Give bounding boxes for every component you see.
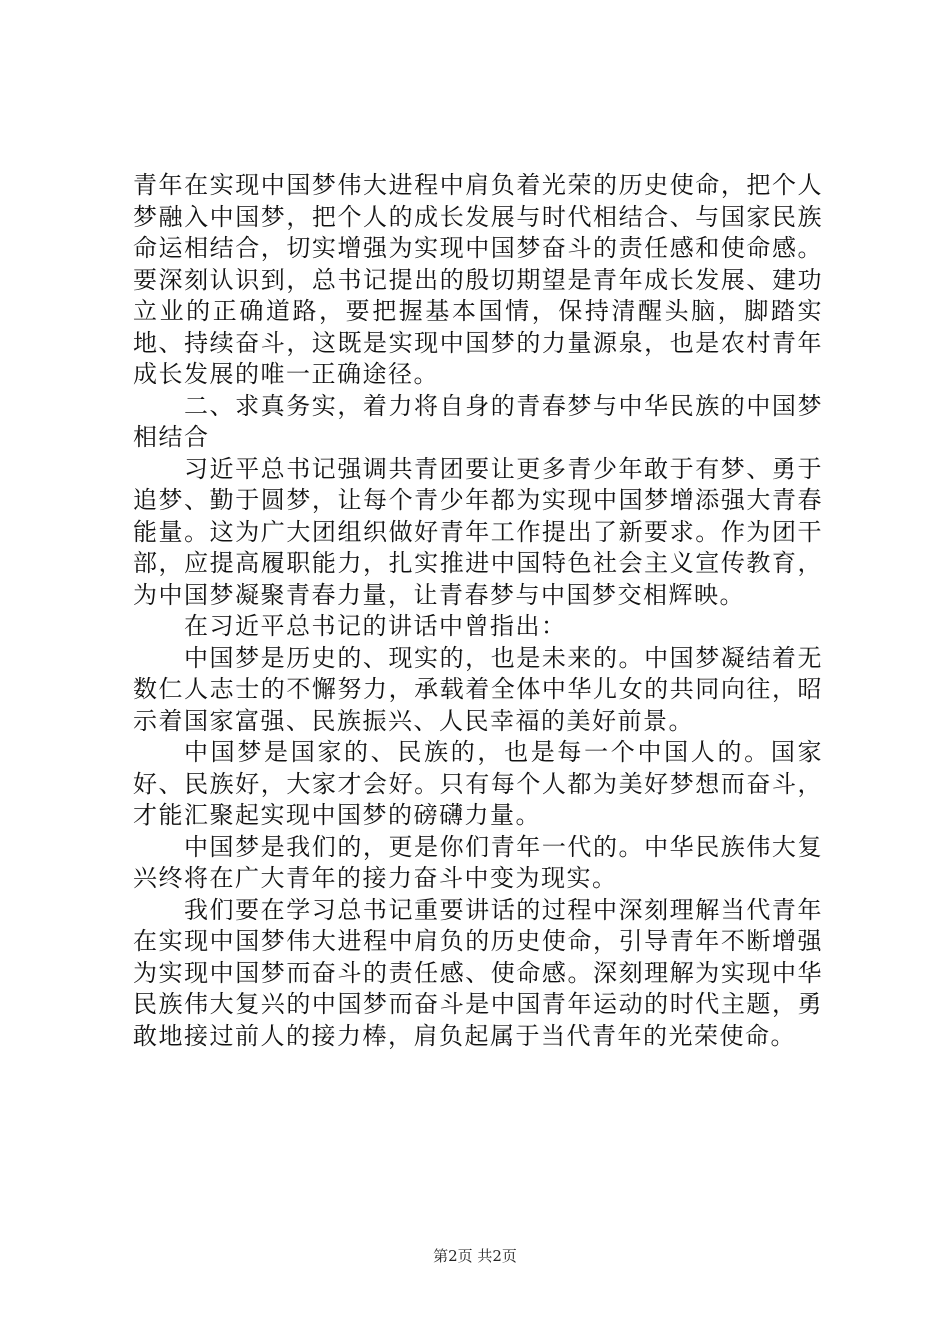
paragraph: 在习近平总书记的讲话中曾指出： [184, 612, 567, 640]
paragraph-continuation: 青年在实现中国梦伟大进程中肩负着光荣的历史使命，把个人梦融入中国梦，把个人的成长发展与时代相结合、与国家民族命运相结合，切实增强为实现中国梦奋斗的责任感和使命感。要深刻认识到，总书记提出的殷切期望是青年成长发展、建功立业的正确道路，要把握基本国情，保持清醒头脑，脚踏实地、持续奋斗，这既是实现中国梦的力量源泉，也是农村青年成长发展的唯一正确途径。 [133, 171, 823, 388]
quote-paragraph: 中国梦是国家的、民族的，也是每一个中国人的。国家好、民族好，大家才会好。只有每个人都为美好梦想而奋斗，才能汇聚起实现中国梦的磅礴力量。 [133, 738, 823, 829]
paragraph: 习近平总书记强调共青团要让更多青少年敢于有梦、勇于追梦、勤于圆梦，让每个青少年都为实现中国梦增添强大青春能量。这为广大团组织做好青年工作提出了新要求。作为团干部，应提高履职能力，扎实推进中国特色社会主义宣传教育，为中国梦凝聚青春力量，让青春梦与中国梦交相辉映。 [133, 454, 823, 609]
paragraph: 我们要在学习总书记重要讲话的过程中深刻理解当代青年在实现中国梦伟大进程中肩负的历史使命，引导青年不断增强为实现中国梦而奋斗的责任感、使命感。深刻理解为实现中华民族伟大复兴的中国梦而奋斗是中国青年运动的时代主题，勇敢地接过前人的接力棒，肩负起属于当代青年的光荣使命。 [133, 895, 823, 1050]
section-heading: 二、求真务实，着力将自身的青春梦与中华民族的中国梦相结合 [133, 391, 823, 451]
document-body [133, 170, 823, 1052]
quote-paragraph: 中国梦是我们的，更是你们青年一代的。中华民族伟大复兴终将在广大青年的接力奋斗中变为现实。 [133, 832, 823, 892]
quote-paragraph: 中国梦是历史的、现实的，也是未来的。中国梦凝结着无数仁人志士的不懈努力，承载着全体中华儿女的共同向往，昭示着国家富强、民族振兴、人民幸福的美好前景。 [133, 643, 823, 735]
page-footer: 第2页 共2页 [433, 1247, 517, 1265]
